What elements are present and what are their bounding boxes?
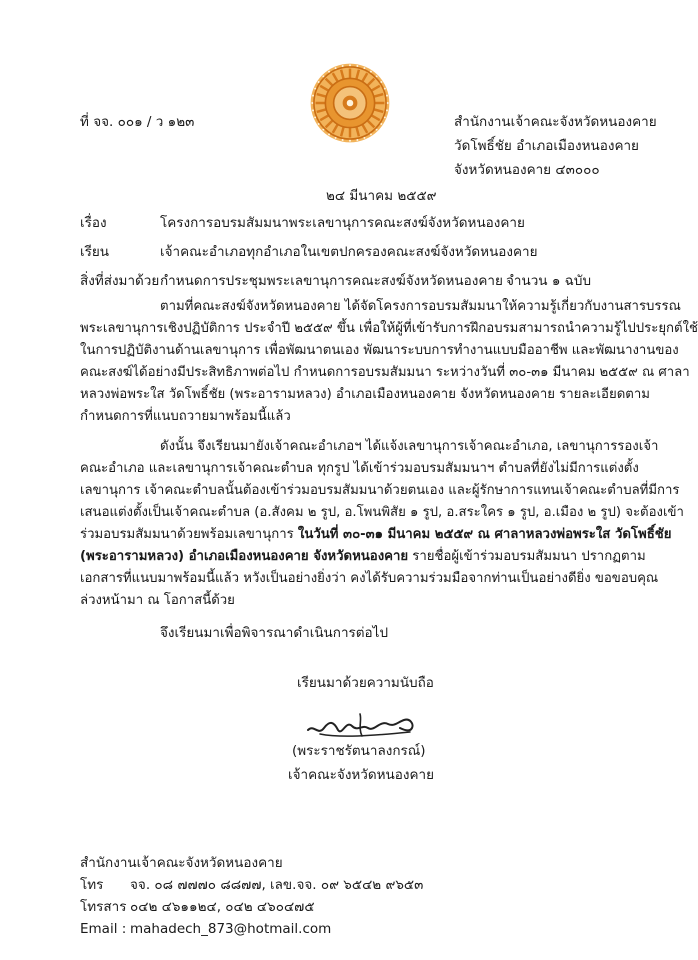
paragraph-text: รายชื่อผู้เข้าร่วมอบรมสัมมนา ปรากฏตาม — [408, 549, 646, 564]
handwritten-signature-icon — [300, 706, 430, 746]
paragraph-line: ล่วงหน้ามา ณ โอกาสนี้ด้วย — [80, 593, 235, 608]
paragraph-text: ร่วมอบรมสัมมนาด้วยพร้อมเลขานุการ — [80, 527, 298, 542]
office-name: สำนักงานเจ้าคณะจังหวัดหนองคาย — [454, 114, 657, 130]
footer-phone-value: จจ. ๐๘ ๗๗๗๐ ๘๘๗๗, เลข.จจ. ๐๙ ๖๕๔๒ ๙๖๕๓ — [130, 877, 424, 893]
footer-email — [80, 919, 126, 939]
paragraph-line: หลวงพ่อพระใส วัดโพธิ์ชัย (พระอารามหลวง) อำเภอเมืองหนองคาย จังหวัดหนองคาย รายละเอียดตาม — [80, 387, 650, 402]
closing-request: จึงเรียนมาเพื่อพิจารณาดำเนินการต่อไป — [160, 625, 389, 641]
paragraph-line: ในการปฏิบัติงานด้านเลขานุการ เพื่อพัฒนาตนเอง พัฒนาระบบการทำงานแบบมืออาชีพ และพัฒนางานของ — [80, 343, 679, 358]
footer-phone-label: โทร — [80, 877, 104, 893]
paragraph-line: กำหนดการที่แนบถวายมาพร้อมนี้แล้ว — [80, 409, 291, 424]
attachment-label: สิ่งที่ส่งมาด้วย — [80, 273, 160, 289]
subject-label: เรื่อง — [80, 215, 107, 231]
paragraph-line: ดังนั้น จึงเรียนมายังเจ้าคณะอำเภอฯ ได้แจ้งเลขานุการเจ้าคณะอำเภอ, เลขานุการรองเจ้า — [160, 439, 659, 454]
salutation: เรียนมาด้วยความนับถือ — [297, 675, 434, 691]
paragraph-line: พระเลขานุการเชิงปฏิบัติการ ประจำปี ๒๕๕๙ ขึ้น เพื่อให้ผู้ที่เข้ารับการฝึกอบรมสามารถนำความรู้ไปประยุกต์ใช้ — [80, 321, 698, 336]
recipient-text: เจ้าคณะอำเภอทุกอำเภอในเขตปกครองคณะสงฆ์จังหวัดหนองคาย — [160, 244, 538, 260]
event-date-venue: ในวันที่ ๓๐-๓๑ มีนาคม ๒๕๕๙ ณ ศาลาหลวงพ่อพระใส วัดโพธิ์ชัย — [297, 527, 672, 542]
footer-email-value: mahadech_873@hotmail.com — [130, 921, 332, 937]
office-temple: วัดโพธิ์ชัย อำเภอเมืองหนองคาย — [454, 138, 639, 154]
footer-fax-value: ๐๔๒ ๔๖๑๑๒๔, ๐๔๒ ๔๖๐๔๗๕ — [130, 899, 315, 915]
paragraph-line: เลขานุการ เจ้าคณะตำบลนั้นต้องเข้าร่วมอบรมสัมมนาด้วยตนเอง และผู้รักษาการแทนเจ้าคณะตำบลที่มีการ — [80, 483, 680, 498]
footer-fax-label: โทรสาร — [80, 899, 127, 915]
body-paragraph-2 — [80, 436, 684, 612]
event-location: (พระอารามหลวง) อำเภอเมืองหนองคาย จังหวัดหนองคาย — [80, 549, 409, 564]
document-number: ที่ จจ. ๐๐๑ / ว ๑๒๓ — [80, 114, 195, 130]
recipient-label: เรียน — [80, 244, 110, 260]
attachment-text: กำหนดการประชุมพระเลขานุการคณะสงฆ์จังหวัดหนองคาย — [160, 273, 503, 289]
footer-office: สำนักงานเจ้าคณะจังหวัดหนองคาย — [80, 855, 283, 871]
paragraph-line: คณะสงฆ์ได้อย่างมีประสิทธิภาพต่อไป กำหนดการอบรมสัมมนา ระหว่างวันที่ ๓๐-๓๑ มีนาคม ๒๕๕๙ ณ ศาลา — [80, 365, 690, 380]
paragraph-line: ตามที่คณะสงฆ์จังหวัดหนองคาย ได้จัดโครงการอบรมสัมมนาให้ความรู้เกี่ยวกับงานสารบรรณ — [160, 299, 681, 314]
signatory-position: เจ้าคณะจังหวัดหนองคาย — [288, 767, 435, 783]
paragraph-line — [80, 524, 672, 546]
dharma-wheel-seal-icon — [309, 62, 391, 144]
footer-email-separator: : — [117, 921, 127, 937]
footer-email-label: Email — [80, 921, 118, 937]
paragraph-line: เสนอแต่งตั้งเป็นเจ้าคณะตำบล (อ.สังคม ๒ รูป, อ.โพนพิสัย ๑ รูป, อ.สระใคร ๑ รูป, อ.เมือง ๒ รูป) จะต้องเข้า — [80, 505, 684, 520]
letter-date: ๒๔ มีนาคม ๒๕๕๙ — [326, 188, 437, 204]
signatory-name: (พระราชรัตนาลงกรณ์) — [292, 743, 426, 759]
body-paragraph-1 — [80, 296, 698, 428]
paragraph-line — [80, 546, 646, 568]
office-province: จังหวัดหนองคาย ๔๓๐๐๐ — [454, 162, 600, 178]
subject-text: โครงการอบรมสัมมนาพระเลขานุการคณะสงฆ์จังหวัดหนองคาย — [160, 215, 525, 231]
paragraph-line: เอกสารที่แนบมาพร้อมนี้แล้ว หวังเป็นอย่างยิ่งว่า คงได้รับความร่วมมือจากท่านเป็นอย่างดียิ่ง ขอขอบคุณ — [80, 571, 659, 586]
paragraph-line: คณะอำเภอ และเลขานุการเจ้าคณะตำบล ทุกรูป ได้เข้าร่วมอบรมสัมมนาฯ ตำบลที่ยังไม่มีการแต่งตั้ง — [80, 461, 639, 476]
attachment-quantity: จำนวน ๑ ฉบับ — [506, 273, 592, 289]
